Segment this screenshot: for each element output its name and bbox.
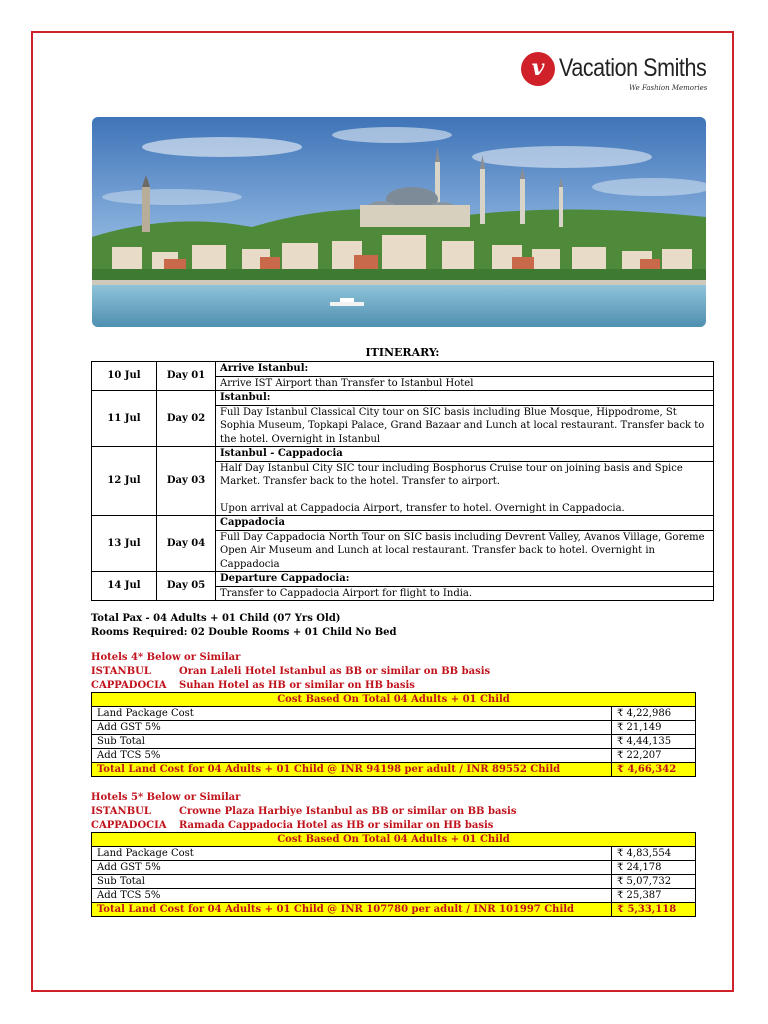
table-row — [92, 721, 696, 735]
hotels-5-star — [91, 791, 517, 833]
cost-total-row — [92, 763, 696, 777]
table-row — [92, 889, 696, 903]
table-row — [92, 749, 696, 763]
cost-total-label: Total Land Cost for 04 Adults + 01 Child @ INR 94198 per adult / INR 89552 Child — [92, 763, 612, 777]
cost-label: Land Package Cost — [92, 847, 612, 861]
brand-logo — [521, 52, 708, 94]
cost-header-label: Cost Based On Total 04 Adults + 01 Child — [92, 693, 696, 707]
brand-name: Vacation Smiths — [559, 54, 707, 82]
hotel-city: CAPPADOCIA — [91, 820, 167, 831]
hotel-line — [91, 819, 517, 833]
cost-total-amount: ₹ 5,33,118 — [612, 903, 696, 917]
hotels-4-star — [91, 651, 490, 693]
cost-table-4-star — [91, 692, 696, 777]
cost-label: Sub Total — [92, 875, 612, 889]
itinerary-table — [91, 361, 714, 601]
rooms-required: Rooms Required: 02 Double Rooms + 01 Child No Bed — [91, 627, 397, 638]
brand-tagline: We Fashion Memories — [629, 84, 708, 92]
cost-amount: ₹ 4,22,986 — [612, 707, 696, 721]
pax-summary — [91, 612, 397, 640]
table-row — [92, 516, 714, 531]
cost-total-label: Total Land Cost for 04 Adults + 01 Child @ INR 107780 per adult / INR 101997 Child — [92, 903, 612, 917]
day-details — [216, 461, 714, 516]
cost-amount: ₹ 4,44,135 — [612, 735, 696, 749]
cost-amount: ₹ 21,149 — [612, 721, 696, 735]
cost-label: Add GST 5% — [92, 861, 612, 875]
cost-total-row — [92, 903, 696, 917]
hotel-line — [91, 805, 517, 819]
cost-table-5-star — [91, 832, 696, 917]
day-details: Transfer to Cappadocia Airport for flight to India. — [216, 586, 714, 601]
table-row — [92, 447, 714, 462]
day-number: Day 02 — [157, 391, 216, 447]
table-row — [92, 735, 696, 749]
hotels-title: Hotels 4* Below or Similar — [91, 652, 241, 663]
table-row — [92, 847, 696, 861]
day-heading: Arrive Istanbul: — [216, 362, 714, 377]
cost-amount: ₹ 25,387 — [612, 889, 696, 903]
day-number: Day 03 — [157, 447, 216, 516]
cost-label: Add TCS 5% — [92, 889, 612, 903]
logo-emblem: v — [521, 52, 555, 86]
cost-label: Add GST 5% — [92, 721, 612, 735]
day-details: Arrive IST Airport than Transfer to Istanbul Hotel — [216, 376, 714, 391]
day-details: Full Day Istanbul Classical City tour on SIC basis including Blue Mosque, Hippodrome, St Sophia Museum, Topkapi Palace, Grand Bazaar and Lunch at local restaurant. Transfer back to the hotel. Overnight in Istanbul — [216, 405, 714, 447]
cost-amount: ₹ 22,207 — [612, 749, 696, 763]
hotel-city: ISTANBUL — [91, 666, 151, 677]
day-heading: Cappadocia — [216, 516, 714, 531]
cost-total-amount: ₹ 4,66,342 — [612, 763, 696, 777]
day-heading: Departure Cappadocia: — [216, 572, 714, 587]
hotel-city: ISTANBUL — [91, 806, 151, 817]
cost-amount: ₹ 5,07,732 — [612, 875, 696, 889]
total-pax: Total Pax - 04 Adults + 01 Child (07 Yrs Old) — [91, 613, 341, 624]
hotel-line — [91, 665, 490, 679]
hotel-name: Oran Laleli Hotel Istanbul as BB or similar on BB basis — [179, 666, 491, 677]
hotels-title: Hotels 5* Below or Similar — [91, 792, 241, 803]
day-date: 13 Jul — [92, 516, 157, 572]
cost-label: Add TCS 5% — [92, 749, 612, 763]
table-row — [92, 572, 714, 587]
itinerary-title: ITINERARY: — [365, 346, 440, 359]
day-details: Full Day Cappadocia North Tour on SIC basis including Devrent Valley, Avanos Village, Goreme Open Air Museum and Lunch at local restaurant. Transfer back to hotel. Overnight in Cappadocia — [216, 530, 714, 572]
table-row — [92, 391, 714, 406]
cost-table-header — [92, 833, 696, 847]
table-row — [92, 362, 714, 377]
cost-label: Land Package Cost — [92, 707, 612, 721]
cost-amount: ₹ 24,178 — [612, 861, 696, 875]
day-number: Day 05 — [157, 572, 216, 601]
table-row — [92, 861, 696, 875]
cost-amount: ₹ 4,83,554 — [612, 847, 696, 861]
hotel-line — [91, 679, 490, 693]
table-row — [92, 707, 696, 721]
day-number: Day 01 — [157, 362, 216, 391]
hotel-name: Crowne Plaza Harbiye Istanbul as BB or similar on BB basis — [179, 806, 517, 817]
table-row — [92, 875, 696, 889]
day-date: 10 Jul — [92, 362, 157, 391]
istanbul-skyline-image — [92, 117, 706, 327]
day-number: Day 04 — [157, 516, 216, 572]
cost-table-header — [92, 693, 696, 707]
day-details-part: Upon arrival at Cappadocia Airport, transfer to hotel. Overnight in Cappadocia. — [220, 502, 625, 514]
hotel-city: CAPPADOCIA — [91, 680, 167, 691]
hotel-name: Ramada Cappadocia Hotel as HB or similar on HB basis — [179, 820, 494, 831]
cost-label: Sub Total — [92, 735, 612, 749]
cost-header-label: Cost Based On Total 04 Adults + 01 Child — [92, 833, 696, 847]
day-heading: Istanbul: — [216, 391, 714, 406]
day-date: 14 Jul — [92, 572, 157, 601]
day-heading: Istanbul - Cappadocia — [216, 447, 714, 462]
day-date: 12 Jul — [92, 447, 157, 516]
day-date: 11 Jul — [92, 391, 157, 447]
day-details-part: Half Day Istanbul City SIC tour including Bosphorus Cruise tour on joining basis and Spice Market. Transfer back to the hotel. Transfer to airport. — [220, 462, 683, 487]
hotel-name: Suhan Hotel as HB or similar on HB basis — [179, 680, 415, 691]
